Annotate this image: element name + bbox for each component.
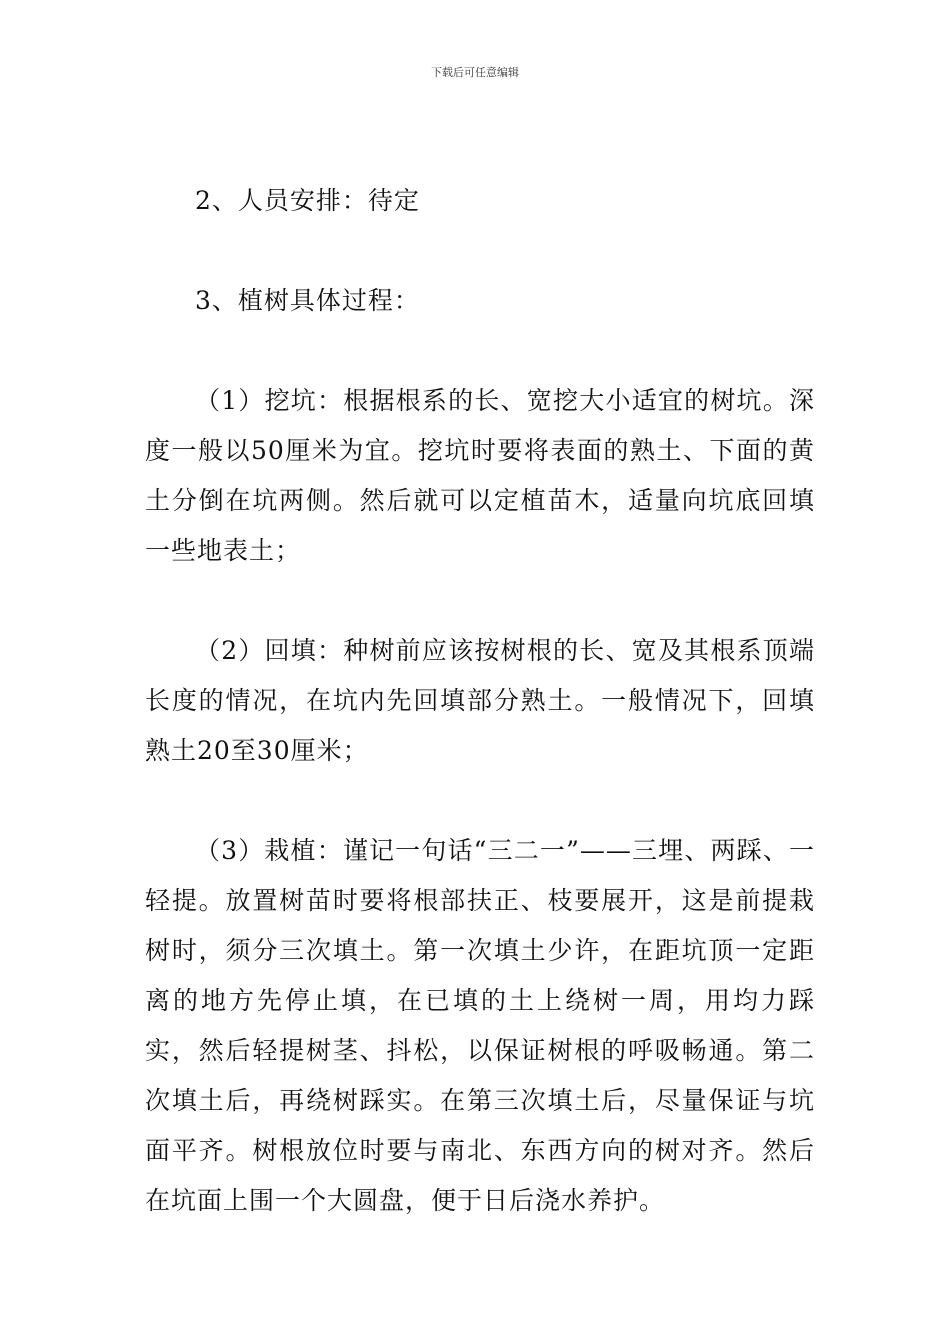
document-body xyxy=(145,176,815,1276)
paragraph-process-heading: 3、植树具体过程： xyxy=(195,286,420,315)
paragraph-staffing: 2、人员安排：待定 xyxy=(195,186,420,215)
paragraph-step-planting: （3）栽植：谨记一句话“三二一”——三埋、两踩、一轻提。放置树苗时要将根部扶正、枝要展开，这是前提栽树时，须分三次填土。第一次填土少许，在距坑顶一定距离的地方先停止填，在已填的土上绕树一周，用均力踩实，然后轻提树茎、抖松，以保证树根的呼吸畅通。第二次填土后，再绕树踩实。在第三次填土后，尽量保证与坑面平齐。树根放位时要与南北、东西方向的树对齐。然后在坑面上围一个大圆盘，便于日后浇水养护。 xyxy=(145,836,815,1215)
paragraph-step-dig: （1）挖坑：根据根系的长、宽挖大小适宜的树坑。深度一般以50厘米为宜。挖坑时要将表面的熟土、下面的黄土分倒在坑两侧。然后就可以定植苗木，适量向坑底回填一些地表土； xyxy=(145,386,815,565)
paragraph-step-backfill: （2）回填：种树前应该按树根的长、宽及其根系顶端长度的情况，在坑内先回填部分熟土。一般情况下，回填熟土20至30厘米； xyxy=(145,636,815,765)
page-header: 下载后可任意编辑 xyxy=(431,66,519,79)
